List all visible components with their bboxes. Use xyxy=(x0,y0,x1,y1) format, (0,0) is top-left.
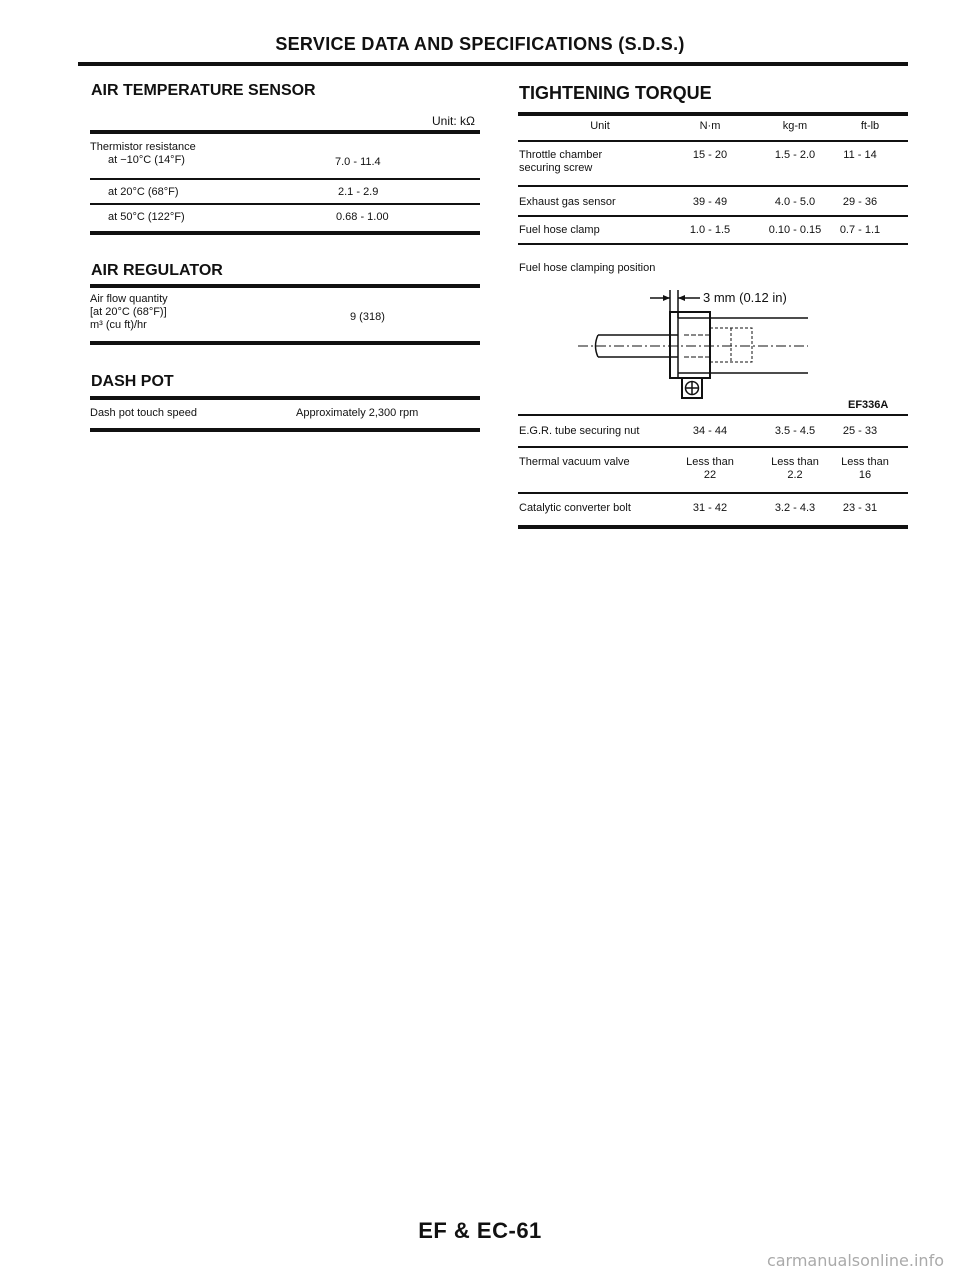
row-label: at −10°C (14°F) xyxy=(108,154,185,166)
row-value-ftlb: 23 - 31 xyxy=(842,502,878,514)
row-value-nm: 31 - 42 xyxy=(692,502,728,514)
air-regulator-title: AIR REGULATOR xyxy=(91,262,223,279)
table-rule xyxy=(90,231,480,235)
row-value-nm: 22 xyxy=(703,469,717,481)
row-divider xyxy=(90,203,480,205)
row-value-nm: 1.0 - 1.5 xyxy=(689,224,731,236)
row-label: Catalytic converter bolt xyxy=(519,502,631,514)
row-divider xyxy=(518,243,908,245)
row-label: E.G.R. tube securing nut xyxy=(519,425,640,437)
diagram-code: EF336A xyxy=(848,399,889,411)
row-value-kgm: 0.10 - 0.15 xyxy=(768,224,822,236)
row-value-kgm: 2.2 xyxy=(787,469,803,481)
row-value-ftlb: 0.7 - 1.1 xyxy=(839,224,881,236)
row-value: 7.0 - 11.4 xyxy=(335,156,381,168)
row-value-nm: 15 - 20 xyxy=(692,149,728,161)
row-value-ftlb: Less than xyxy=(841,456,889,468)
row-divider xyxy=(518,492,908,494)
row-divider xyxy=(90,178,480,180)
col-header-nm: N·m xyxy=(699,120,721,132)
row-value: 0.68 - 1.00 xyxy=(336,211,389,223)
row-value-kgm: 3.2 - 4.3 xyxy=(774,502,816,514)
row-divider xyxy=(518,215,908,217)
air-temp-unit: Unit: kΩ xyxy=(432,114,475,128)
air-flow-value: 9 (318) xyxy=(350,311,385,323)
clamp-caption: Fuel hose clamping position xyxy=(519,262,656,274)
row-label: Throttle chamber xyxy=(519,149,603,161)
row-label: securing screw xyxy=(519,162,593,174)
row-value: 2.1 - 2.9 xyxy=(338,186,379,198)
air-flow-label-1: Air flow quantity xyxy=(90,293,168,305)
row-divider xyxy=(518,185,908,187)
page-title: SERVICE DATA AND SPECIFICATIONS (S.D.S.) xyxy=(275,34,685,54)
header-rule xyxy=(78,62,908,66)
col-header-kgm: kg-m xyxy=(782,120,808,132)
air-temp-title: AIR TEMPERATURE SENSOR xyxy=(91,82,316,99)
air-flow-label-2: [at 20°C (68°F)] xyxy=(90,306,167,318)
row-value-ftlb: 25 - 33 xyxy=(842,425,878,437)
diagram-dimension-label: 3 mm (0.12 in) xyxy=(703,290,787,305)
row-divider xyxy=(518,140,908,142)
row-label: Fuel hose clamp xyxy=(519,224,600,236)
row-value-kgm: Less than xyxy=(771,456,819,468)
dash-pot-value: Approximately 2,300 rpm xyxy=(296,407,419,419)
page-number: EF & EC-61 xyxy=(418,1218,542,1243)
row-label: at 20°C (68°F) xyxy=(108,186,179,198)
torque-title: TIGHTENING TORQUE xyxy=(519,83,712,103)
air-flow-label-3: m³ (cu ft)/hr xyxy=(90,319,147,331)
dash-pot-title: DASH POT xyxy=(91,373,174,390)
row-value-nm: Less than xyxy=(686,456,734,468)
table-rule xyxy=(90,341,480,345)
row-value-nm: 34 - 44 xyxy=(692,425,728,437)
row-divider xyxy=(518,446,908,448)
row-value-kgm: 1.5 - 2.0 xyxy=(774,149,816,161)
row-value-ftlb: 29 - 36 xyxy=(842,196,878,208)
table-rule xyxy=(90,396,480,400)
table-rule xyxy=(90,130,480,134)
col-header-unit: Unit xyxy=(590,120,610,132)
row-value-kgm: 4.0 - 5.0 xyxy=(774,196,816,208)
col-header-ftlb: ft-lb xyxy=(860,120,880,132)
row-value-kgm: 3.5 - 4.5 xyxy=(774,425,816,437)
table-rule xyxy=(90,428,480,432)
table-rule xyxy=(90,284,480,288)
table-rule xyxy=(518,112,908,116)
row-label: at 50°C (122°F) xyxy=(108,211,185,223)
table-rule xyxy=(518,525,908,529)
watermark: carmanualsonline.info xyxy=(766,1251,944,1270)
thermistor-label: Thermistor resistance xyxy=(90,141,196,153)
row-label: Thermal vacuum valve xyxy=(519,456,630,468)
row-value-nm: 39 - 49 xyxy=(692,196,728,208)
row-value-ftlb: 16 xyxy=(858,469,872,481)
row-value-ftlb: 11 - 14 xyxy=(843,149,877,161)
row-label: Exhaust gas sensor xyxy=(519,196,616,208)
dash-pot-label: Dash pot touch speed xyxy=(90,407,198,419)
row-divider xyxy=(518,414,908,416)
